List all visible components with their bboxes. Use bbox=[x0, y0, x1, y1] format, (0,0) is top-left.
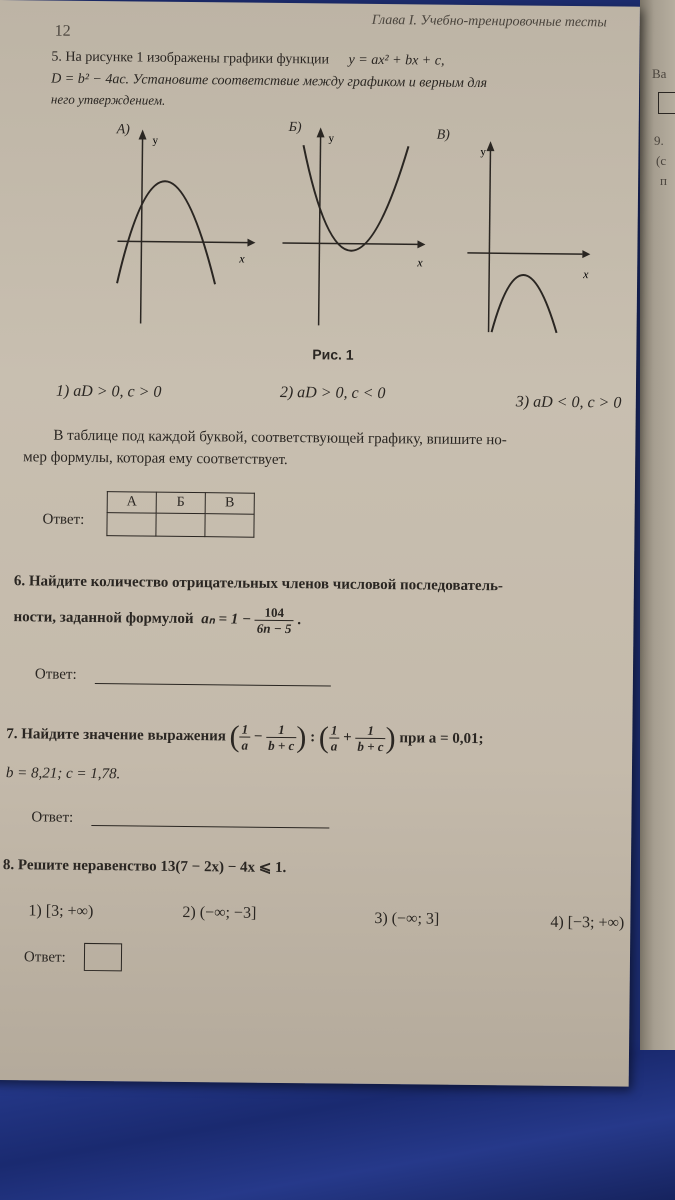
table-header-a: А bbox=[107, 492, 156, 514]
table-cell-c[interactable] bbox=[205, 514, 254, 538]
task6-fraction: $\frac{104}{6n - 5}$ bbox=[255, 605, 294, 636]
task6-line1: 6. Найдите количество отрицательных членов числовой последователь- bbox=[13, 573, 504, 595]
page-number: 12 bbox=[54, 22, 71, 40]
task5-line3: него утверждением. bbox=[50, 91, 166, 108]
option-1: 1) aD > 0, c > 0 bbox=[55, 382, 162, 401]
graph-a-label: А) bbox=[116, 122, 130, 138]
graph-b bbox=[282, 127, 427, 326]
task8-line1: 8. Решите неравенство 13(7 − 2x) − 4x ⩽ 1. bbox=[2, 857, 287, 877]
y-axis-label: y bbox=[152, 134, 159, 147]
task5-instruction2: мер формулы, которая ему соответствует. bbox=[23, 449, 288, 469]
task6-answer-label: Ответ: bbox=[34, 666, 77, 683]
graph-a bbox=[117, 129, 257, 324]
figure-caption: Рис. 1 bbox=[312, 346, 354, 363]
x-axis-label: x bbox=[417, 255, 423, 270]
task5-line2: D = b² − 4ac. Установите соответствие между графиком и верным для bbox=[51, 71, 488, 92]
table-header-c: В bbox=[205, 493, 254, 515]
table-header-b: Б bbox=[156, 492, 205, 514]
x-axis-label: x bbox=[239, 251, 245, 266]
task8-option-2: 2) (−∞; −3] bbox=[182, 903, 257, 922]
task8-option-1: 1) [3; +∞) bbox=[28, 902, 94, 921]
y-axis-label: y bbox=[328, 132, 335, 145]
option-3: 3) aD < 0, c > 0 bbox=[515, 393, 622, 412]
task7-answer-field[interactable] bbox=[91, 807, 329, 828]
margin-text: 9. bbox=[654, 133, 664, 148]
y-axis-label: y bbox=[480, 146, 486, 159]
task6-line2: ности, заданной формулой aₙ = 1 − $\frac{104}{6n - 5}$ . bbox=[13, 604, 302, 637]
running-title: Глава I. Учебно-тренировочные тесты bbox=[371, 12, 607, 31]
table-cell-a[interactable] bbox=[107, 513, 156, 537]
task6-answer-field[interactable] bbox=[95, 665, 331, 686]
task8-option-3: 3) (−∞; 3] bbox=[374, 909, 440, 928]
task7-line2: b = 8,21; c = 1,78. bbox=[5, 765, 121, 783]
task7-line1: 7. Найдите значение выражения ( $\frac{1}{a}$ − $\frac{1}{b + c}$ ) : ( $\frac{1}{a}$ + $\frac{1}{b + c}$ ) при a = 0,01; bbox=[6, 720, 484, 755]
margin-text: (с bbox=[656, 153, 667, 168]
margin-text: Ва bbox=[652, 66, 667, 81]
answer-table bbox=[106, 491, 254, 538]
margin-answer-box bbox=[658, 92, 675, 114]
graph-c-label: В) bbox=[436, 127, 450, 143]
task8-answer-label: Ответ: bbox=[23, 949, 66, 966]
task5-instruction1: В таблице под каждой буквой, соответствующей графику, впишите но- bbox=[53, 427, 507, 449]
option-2: 2) aD > 0, c < 0 bbox=[279, 383, 386, 403]
x-axis-label: x bbox=[583, 267, 589, 282]
task8-answer-box[interactable] bbox=[84, 943, 122, 971]
task5-answer-label: Ответ: bbox=[42, 511, 85, 528]
table-cell-b[interactable] bbox=[156, 513, 205, 537]
task8-option-4: 4) [−3; +∞) bbox=[550, 913, 625, 932]
graph-b-label: Б) bbox=[288, 120, 302, 136]
facing-page-edge bbox=[640, 0, 675, 1050]
figure-1-graphs bbox=[96, 113, 608, 343]
graph-c bbox=[467, 141, 592, 333]
task5-line1: 5. На рисунке 1 изображены графики функции y = ax² + bx + c, bbox=[51, 49, 445, 69]
margin-text: п bbox=[660, 173, 667, 188]
task7-answer-label: Ответ: bbox=[31, 809, 74, 826]
